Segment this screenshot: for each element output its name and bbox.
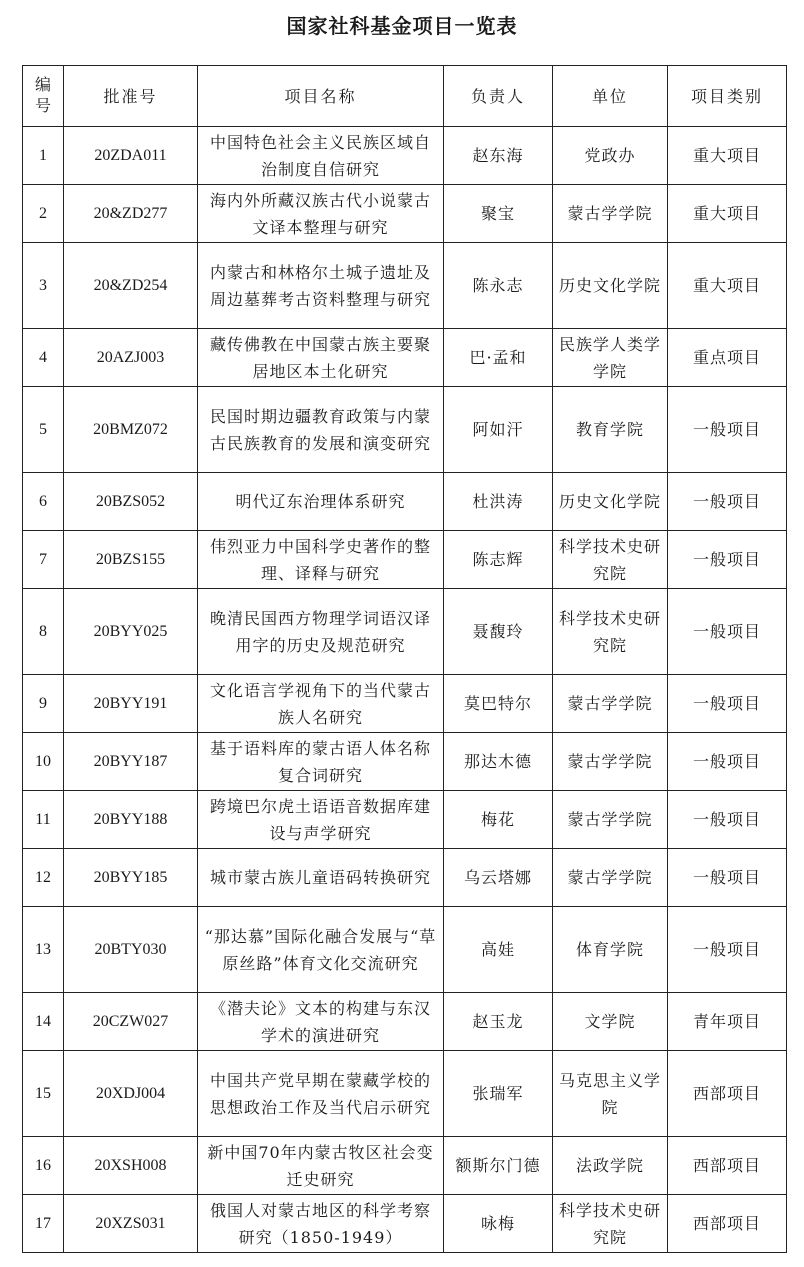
approval-code: 20XDJ004 <box>64 1051 198 1137</box>
project-category: 一般项目 <box>668 849 787 907</box>
principal-investigator: 张瑞军 <box>444 1051 553 1137</box>
principal-investigator: 额斯尔门德 <box>444 1137 553 1195</box>
table-row <box>23 1051 787 1137</box>
header-person: 负责人 <box>444 66 553 127</box>
row-number: 9 <box>23 675 64 733</box>
header-row <box>23 66 787 127</box>
project-category: 重大项目 <box>668 127 787 185</box>
principal-investigator: 巴·孟和 <box>444 329 553 387</box>
project-name: 明代辽东治理体系研究 <box>198 473 444 531</box>
project-category: 一般项目 <box>668 387 787 473</box>
row-number: 2 <box>23 185 64 243</box>
project-name: 俄国人对蒙古地区的科学考察研究（1850-1949） <box>198 1195 444 1253</box>
department: 蒙古学学院 <box>553 675 668 733</box>
department: 历史文化学院 <box>553 473 668 531</box>
project-category: 西部项目 <box>668 1137 787 1195</box>
principal-investigator: 杜洪涛 <box>444 473 553 531</box>
header-category: 项目类别 <box>668 66 787 127</box>
project-category: 西部项目 <box>668 1051 787 1137</box>
row-number: 12 <box>23 849 64 907</box>
project-name: 藏传佛教在中国蒙古族主要聚居地区本土化研究 <box>198 329 444 387</box>
table-row <box>23 733 787 791</box>
row-number: 8 <box>23 589 64 675</box>
principal-investigator: 聚宝 <box>444 185 553 243</box>
table-row <box>23 993 787 1051</box>
row-number: 14 <box>23 993 64 1051</box>
approval-code: 20BYY185 <box>64 849 198 907</box>
project-category: 重大项目 <box>668 185 787 243</box>
approval-code: 20BZS155 <box>64 531 198 589</box>
principal-investigator: 咏梅 <box>444 1195 553 1253</box>
header-code: 批准号 <box>64 66 198 127</box>
project-category: 一般项目 <box>668 733 787 791</box>
project-name: 民国时期边疆教育政策与内蒙古民族教育的发展和演变研究 <box>198 387 444 473</box>
table-row <box>23 589 787 675</box>
principal-investigator: 阿如汗 <box>444 387 553 473</box>
department: 蒙古学学院 <box>553 185 668 243</box>
table-row <box>23 243 787 329</box>
project-category: 重点项目 <box>668 329 787 387</box>
row-number: 10 <box>23 733 64 791</box>
row-number: 1 <box>23 127 64 185</box>
project-name: 《潜夫论》文本的构建与东汉学术的演进研究 <box>198 993 444 1051</box>
row-number: 3 <box>23 243 64 329</box>
project-name: “那达慕”国际化融合发展与“草原丝路”体育文化交流研究 <box>198 907 444 993</box>
department: 科学技术史研究院 <box>553 1195 668 1253</box>
department: 马克思主义学院 <box>553 1051 668 1137</box>
project-name: 跨境巴尔虎土语语音数据库建设与声学研究 <box>198 791 444 849</box>
table-row <box>23 907 787 993</box>
row-number: 4 <box>23 329 64 387</box>
project-name: 文化语言学视角下的当代蒙古族人名研究 <box>198 675 444 733</box>
department: 法政学院 <box>553 1137 668 1195</box>
project-category: 一般项目 <box>668 589 787 675</box>
approval-code: 20ZDA011 <box>64 127 198 185</box>
table-row <box>23 127 787 185</box>
project-table <box>22 65 787 1253</box>
department: 蒙古学学院 <box>553 791 668 849</box>
principal-investigator: 聂馥玲 <box>444 589 553 675</box>
header-name: 项目名称 <box>198 66 444 127</box>
row-number: 5 <box>23 387 64 473</box>
project-category: 重大项目 <box>668 243 787 329</box>
department: 教育学院 <box>553 387 668 473</box>
table-row <box>23 1195 787 1253</box>
table-row <box>23 329 787 387</box>
approval-code: 20BMZ072 <box>64 387 198 473</box>
row-number: 16 <box>23 1137 64 1195</box>
approval-code: 20&ZD254 <box>64 243 198 329</box>
table-row <box>23 531 787 589</box>
approval-code: 20BYY025 <box>64 589 198 675</box>
approval-code: 20XSH008 <box>64 1137 198 1195</box>
row-number: 15 <box>23 1051 64 1137</box>
principal-investigator: 乌云塔娜 <box>444 849 553 907</box>
department: 民族学人类学学院 <box>553 329 668 387</box>
department: 文学院 <box>553 993 668 1051</box>
department: 蒙古学学院 <box>553 733 668 791</box>
header-unit: 单位 <box>553 66 668 127</box>
principal-investigator: 陈志辉 <box>444 531 553 589</box>
row-number: 13 <box>23 907 64 993</box>
approval-code: 20AZJ003 <box>64 329 198 387</box>
department: 党政办 <box>553 127 668 185</box>
approval-code: 20CZW027 <box>64 993 198 1051</box>
principal-investigator: 那达木德 <box>444 733 553 791</box>
table-row <box>23 675 787 733</box>
approval-code: 20&ZD277 <box>64 185 198 243</box>
project-name: 城市蒙古族儿童语码转换研究 <box>198 849 444 907</box>
row-number: 11 <box>23 791 64 849</box>
project-category: 一般项目 <box>668 907 787 993</box>
project-category: 西部项目 <box>668 1195 787 1253</box>
table-row <box>23 791 787 849</box>
approval-code: 20BZS052 <box>64 473 198 531</box>
principal-investigator: 赵东海 <box>444 127 553 185</box>
row-number: 17 <box>23 1195 64 1253</box>
approval-code: 20BTY030 <box>64 907 198 993</box>
row-number: 7 <box>23 531 64 589</box>
department: 科学技术史研究院 <box>553 589 668 675</box>
project-category: 一般项目 <box>668 531 787 589</box>
table-row <box>23 849 787 907</box>
table-row <box>23 185 787 243</box>
project-category: 青年项目 <box>668 993 787 1051</box>
principal-investigator: 赵玉龙 <box>444 993 553 1051</box>
header-no: 编号 <box>23 66 64 127</box>
project-category: 一般项目 <box>668 473 787 531</box>
project-name: 晚清民国西方物理学词语汉译用字的历史及规范研究 <box>198 589 444 675</box>
approval-code: 20BYY187 <box>64 733 198 791</box>
approval-code: 20XZS031 <box>64 1195 198 1253</box>
department: 蒙古学学院 <box>553 849 668 907</box>
project-name: 海内外所藏汉族古代小说蒙古文译本整理与研究 <box>198 185 444 243</box>
project-category: 一般项目 <box>668 791 787 849</box>
department: 科学技术史研究院 <box>553 531 668 589</box>
project-category: 一般项目 <box>668 675 787 733</box>
approval-code: 20BYY191 <box>64 675 198 733</box>
project-name: 中国特色社会主义民族区域自治制度自信研究 <box>198 127 444 185</box>
project-name: 中国共产党早期在蒙藏学校的思想政治工作及当代启示研究 <box>198 1051 444 1137</box>
department: 体育学院 <box>553 907 668 993</box>
project-name: 基于语料库的蒙古语人体名称复合词研究 <box>198 733 444 791</box>
table-row <box>23 473 787 531</box>
principal-investigator: 陈永志 <box>444 243 553 329</box>
row-number: 6 <box>23 473 64 531</box>
department: 历史文化学院 <box>553 243 668 329</box>
table-row <box>23 1137 787 1195</box>
project-name: 新中国70年内蒙古牧区社会变迁史研究 <box>198 1137 444 1195</box>
table-row <box>23 387 787 473</box>
page-title: 国家社科基金项目一览表 <box>286 14 518 38</box>
project-name: 内蒙古和林格尔土城子遗址及周边墓葬考古资料整理与研究 <box>198 243 444 329</box>
principal-investigator: 莫巴特尔 <box>444 675 553 733</box>
principal-investigator: 梅花 <box>444 791 553 849</box>
principal-investigator: 高娃 <box>444 907 553 993</box>
approval-code: 20BYY188 <box>64 791 198 849</box>
project-name: 伟烈亚力中国科学史著作的整理、译释与研究 <box>198 531 444 589</box>
